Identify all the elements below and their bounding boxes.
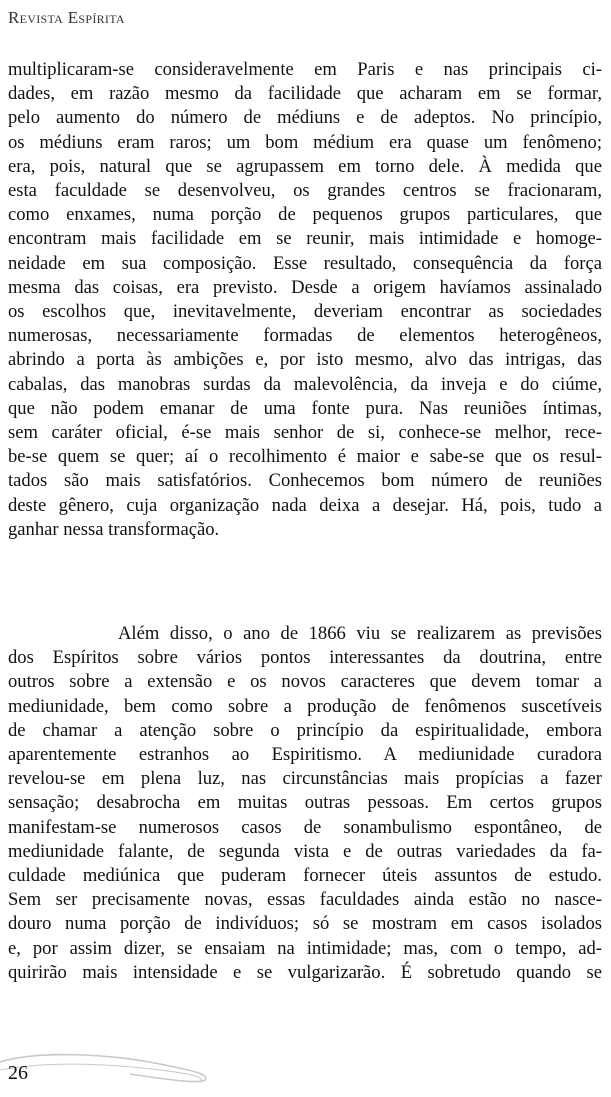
- text-line: deste gênero, cuja organização nada deixa a desejar. Há, pois, tudo a: [8, 494, 602, 516]
- text-line: encontram mais facilidade em se reunir, mais intimidade e homoge-: [8, 228, 602, 250]
- text-line: e, por assim dizer, se ensaiam na intimidade; mas, com o tempo, ad-: [8, 937, 602, 959]
- text-line: esta faculdade se desenvolveu, os grandes centros se fracionaram,: [8, 180, 602, 202]
- text-line: tados são mais satisfatórios. Conhecemos bom número de reuniões: [8, 470, 602, 492]
- text-line: outros sobre a extensão e os novos caracteres que devem tomar a: [8, 671, 602, 693]
- text-line: manifestam-se numerosos casos de sonambulismo espontâneo, de: [8, 816, 602, 838]
- text-line: dos Espíritos sobre vários pontos interessantes da doutrina, entre: [8, 647, 602, 669]
- text-line: multiplicaram-se consideravelmente em Paris e nas principais ci-: [8, 59, 602, 80]
- paragraph-2: [8, 622, 602, 985]
- text-line: como enxames, numa porção de pequenos grupos particulares, que: [8, 204, 602, 226]
- text-line: mediunidade falante, de segunda vista e de outras variedades da fa-: [8, 840, 602, 862]
- text-line: dades, em razão mesmo da facilidade que acharam em se formar,: [8, 83, 602, 105]
- text-line: quirirão mais intensidade e se vulgarizarão. É sobretudo quando se: [8, 961, 602, 983]
- text-line: sem caráter oficial, é-se mais senhor de si, conhece-se melhor, rece-: [8, 422, 602, 444]
- text-line: os escolhos que, inevitavelmente, deveriam encontrar as sociedades: [8, 301, 602, 323]
- text-line: sensação; desabrocha em muitas outras pessoas. Em certos grupos: [8, 792, 602, 814]
- text-line: douro numa porção de indivíduos; só se mostram em casos isolados: [8, 913, 602, 935]
- text-line: Além disso, o ano de 1866 viu se realizarem as previsões: [118, 623, 602, 644]
- text-line: neidade em sua composição. Esse resultado, consequência da força: [8, 252, 602, 274]
- text-line: mesma das coisas, era previsto. Desde a origem havíamos assinalado: [8, 276, 602, 298]
- text-line: be-se quem se quer; aí o recolhimento é maior e sabe-se que os resul-: [8, 446, 602, 468]
- paragraph-1: [8, 58, 602, 542]
- text-line: revelou-se em plena luz, nas circunstâncias mais propícias a fazer: [8, 768, 602, 790]
- text-line: mediunidade, bem como sobre a produção de fenômenos suscetíveis: [8, 695, 602, 717]
- page-number: 26: [8, 1062, 28, 1084]
- text-line: culdade mediúnica que puderam fornecer úteis assuntos de estudo.: [8, 865, 602, 887]
- text-line: de chamar a atenção sobre o princípio da espiritualidade, embora: [8, 719, 602, 741]
- running-header: Revista Espírita: [8, 8, 125, 27]
- text-line: cabalas, das manobras surdas da malevolência, da inveja e do ciúme,: [8, 373, 602, 395]
- text-line: aparentemente estranhos ao Espiritismo. A mediunidade curadora: [8, 744, 602, 766]
- text-line: abrindo a porta às ambições e, por isto mesmo, alvo das intrigas, das: [8, 349, 602, 371]
- text-line: era, pois, natural que se agrupassem em torno dele. À medida que: [8, 155, 602, 177]
- text-line: numerosas, necessariamente formadas de elementos heterogêneos,: [8, 325, 602, 347]
- swirl-ornament-icon: [0, 1040, 230, 1090]
- text-line: que não podem emanar de uma fonte pura. Nas reuniões íntimas,: [8, 397, 602, 419]
- text-line: Sem ser precisamente novas, essas faculdades ainda estão no nasce-: [8, 889, 602, 911]
- text-line-indented: [8, 622, 602, 646]
- text-line: pelo aumento do número de médiuns e de adeptos. No princípio,: [8, 107, 602, 129]
- text-line: ganhar nessa transformação.: [8, 518, 220, 540]
- text-line: os médiuns eram raros; um bom médium era quase um fenômeno;: [8, 131, 602, 153]
